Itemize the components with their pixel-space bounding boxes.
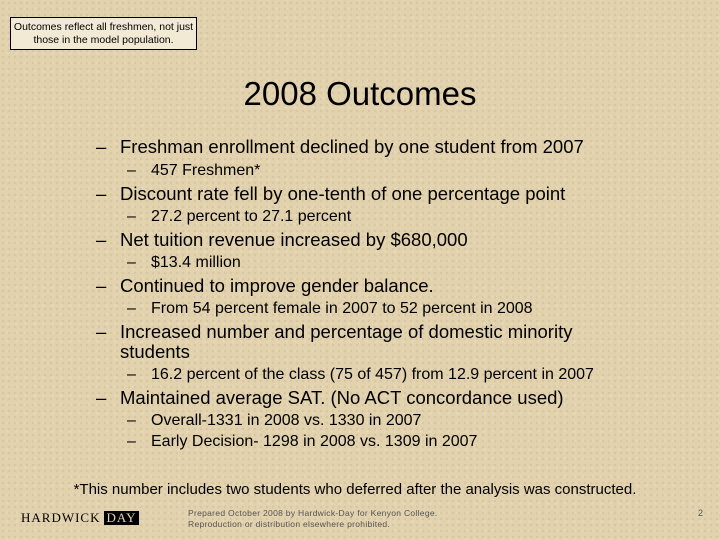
bullet-item	[96, 137, 686, 157]
prepared-line-2: Reproduction or distribution elsewhere prohibited.	[188, 518, 391, 529]
bullet-item	[96, 276, 686, 296]
sub-bullet-item	[96, 299, 686, 319]
page-number: 2	[697, 508, 703, 518]
bullet-list	[96, 137, 686, 452]
prepared-line-1: Prepared October 2008 by Hardwick-Day for Kenyon College.	[188, 508, 438, 518]
note-text: Outcomes reflect all freshmen, not just those in the model population.	[13, 21, 194, 46]
bullet-text: Net tuition revenue increased by $680,000	[120, 229, 468, 250]
note-box	[10, 17, 197, 50]
dash-glyph: –	[127, 433, 136, 450]
bullet-item	[96, 184, 686, 204]
sub-bullet-text: Overall-1331 in 2008 vs. 1330 in 2007	[151, 412, 422, 429]
dash-glyph: –	[127, 208, 136, 225]
sub-bullet-text: 27.2 percent to 27.1 percent	[151, 208, 352, 225]
dash-glyph: –	[96, 321, 107, 342]
dash-glyph: –	[96, 183, 107, 204]
dash-glyph: –	[127, 162, 136, 179]
hardwick-day-logo	[18, 511, 139, 525]
bullet-item	[96, 388, 686, 408]
bullet-text: Discount rate fell by one-tenth of one percentage point	[120, 183, 566, 204]
dash-glyph: –	[127, 366, 136, 383]
dash-glyph: –	[127, 412, 136, 429]
sub-bullet-item	[96, 161, 686, 181]
sub-bullet-item	[96, 411, 686, 431]
sub-bullet-text: 16.2 percent of the class (75 of 457) from 12.9 percent in 2007	[151, 366, 594, 383]
logo-part-day: DAY	[104, 511, 140, 525]
bullet-text: Freshman enrollment declined by one student from 2007	[120, 136, 584, 157]
sub-bullet-text: $13.4 million	[151, 254, 241, 271]
logo-part-hardwick: HARDWICK	[21, 510, 101, 525]
sub-bullet-text: From 54 percent female in 2007 to 52 percent in 2008	[151, 300, 533, 317]
bullet-text: Increased number and percentage of domestic minority students	[120, 321, 573, 362]
bullet-item	[96, 230, 686, 250]
sub-bullet-item	[96, 207, 686, 227]
dash-glyph: –	[96, 387, 107, 408]
dash-glyph: –	[127, 254, 136, 271]
sub-bullet-item	[96, 432, 686, 452]
bullet-item	[96, 322, 620, 362]
sub-bullet-item	[96, 365, 686, 385]
sub-bullet-item	[96, 253, 686, 273]
bullet-text: Maintained average SAT. (No ACT concordance used)	[120, 387, 564, 408]
bullet-text: Continued to improve gender balance.	[120, 275, 434, 296]
dash-glyph: –	[96, 136, 107, 157]
slide-title: 2008 Outcomes	[243, 75, 477, 112]
sub-bullet-text: Early Decision- 1298 in 2008 vs. 1309 in 2007	[151, 433, 478, 450]
dash-glyph: –	[96, 229, 107, 250]
sub-bullet-text: 457 Freshmen*	[151, 162, 261, 179]
footnote: *This number includes two students who deferred after the analysis was constructed.	[73, 481, 637, 498]
dash-glyph: –	[96, 275, 107, 296]
prepared-note	[188, 508, 438, 529]
dash-glyph: –	[127, 300, 136, 317]
